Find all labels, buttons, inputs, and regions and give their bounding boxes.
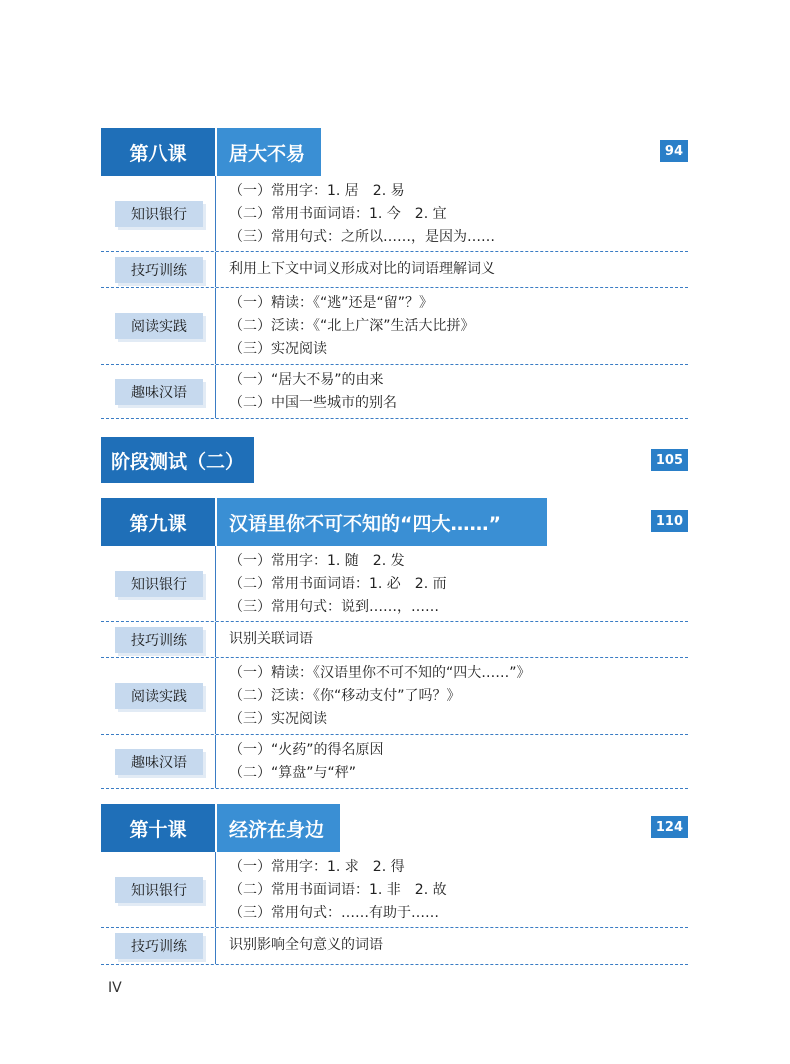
- section-row: [101, 622, 688, 658]
- section-tag: 阅读实践: [115, 683, 203, 709]
- list-item: （一）“火药”的得名原因: [229, 742, 384, 758]
- section-tag: 知识银行: [115, 201, 203, 227]
- list-item: （二）常用书面词语：1. 非 2. 故: [229, 882, 447, 898]
- section-row: [101, 852, 688, 928]
- section-row: [101, 288, 688, 365]
- list-item: （二）“算盘”与“秤”: [229, 765, 357, 781]
- lesson-title[interactable]: 居大不易: [217, 128, 321, 176]
- list-item: （三）常用句式：说到……，……: [229, 599, 439, 615]
- stage-title[interactable]: 阶段测试（二）: [101, 437, 254, 483]
- lesson-header: [101, 128, 688, 176]
- list-item: （二）泛读：《你“移动支付”了吗？》: [229, 688, 461, 704]
- section-row: [101, 735, 688, 789]
- page-number: IV: [108, 980, 122, 996]
- section-tag: 知识银行: [115, 571, 203, 597]
- lesson-10: [101, 804, 688, 965]
- list-item: （三）实况阅读: [229, 341, 327, 357]
- lesson-number: 第十课: [101, 804, 215, 852]
- list-item: （一）“居大不易”的由来: [229, 372, 384, 388]
- lesson-header: [101, 498, 688, 546]
- stage-test-header: [101, 437, 688, 485]
- list-item: （一）常用字：1. 求 2. 得: [229, 859, 405, 875]
- lesson-header: [101, 804, 688, 852]
- lesson-number: 第九课: [101, 498, 215, 546]
- section-tag: 趣味汉语: [115, 749, 203, 775]
- section-row: [101, 658, 688, 735]
- list-item: （三）常用句式：之所以……，是因为……: [229, 229, 495, 245]
- list-item: （三）实况阅读: [229, 711, 327, 727]
- section-tag: 技巧训练: [115, 627, 203, 653]
- lesson-number: 第八课: [101, 128, 215, 176]
- list-item: 利用上下文中词义形成对比的词语理解词义: [229, 261, 495, 277]
- section-tag: 趣味汉语: [115, 379, 203, 405]
- section-tag: 阅读实践: [115, 313, 203, 339]
- section-row: [101, 546, 688, 622]
- list-item: （一）精读：《“逃”还是“留”？》: [229, 295, 434, 311]
- section-row: [101, 252, 688, 288]
- section-tag: 技巧训练: [115, 257, 203, 283]
- page-badge[interactable]: 110: [651, 510, 688, 532]
- lesson-title[interactable]: 经济在身边: [217, 804, 340, 852]
- list-item: （一）常用字：1. 随 2. 发: [229, 553, 405, 569]
- section-row: [101, 365, 688, 419]
- list-item: （二）常用书面词语：1. 今 2. 宜: [229, 206, 447, 222]
- lesson-8: [101, 128, 688, 419]
- list-item: （三）常用句式：……有助于……: [229, 905, 439, 921]
- list-item: （一）精读：《汉语里你不可不知的“四大……”》: [229, 665, 531, 681]
- list-item: （二）泛读：《“北上广深”生活大比拼》: [229, 318, 475, 334]
- list-item: （一）常用字：1. 居 2. 易: [229, 183, 405, 199]
- list-item: 识别关联词语: [229, 631, 313, 647]
- list-item: （二）中国一些城市的别名: [229, 395, 397, 411]
- page-badge[interactable]: 124: [651, 816, 688, 838]
- section-tag: 技巧训练: [115, 933, 203, 959]
- lesson-title[interactable]: 汉语里你不可不知的“四大……”: [217, 498, 547, 546]
- section-tag: 知识银行: [115, 877, 203, 903]
- section-row: [101, 928, 688, 965]
- page-badge[interactable]: 94: [660, 140, 688, 162]
- page-badge[interactable]: 105: [651, 449, 688, 471]
- list-item: 识别影响全句意义的词语: [229, 937, 383, 953]
- section-row: [101, 176, 688, 252]
- list-item: （二）常用书面词语：1. 必 2. 而: [229, 576, 447, 592]
- lesson-9: [101, 498, 688, 789]
